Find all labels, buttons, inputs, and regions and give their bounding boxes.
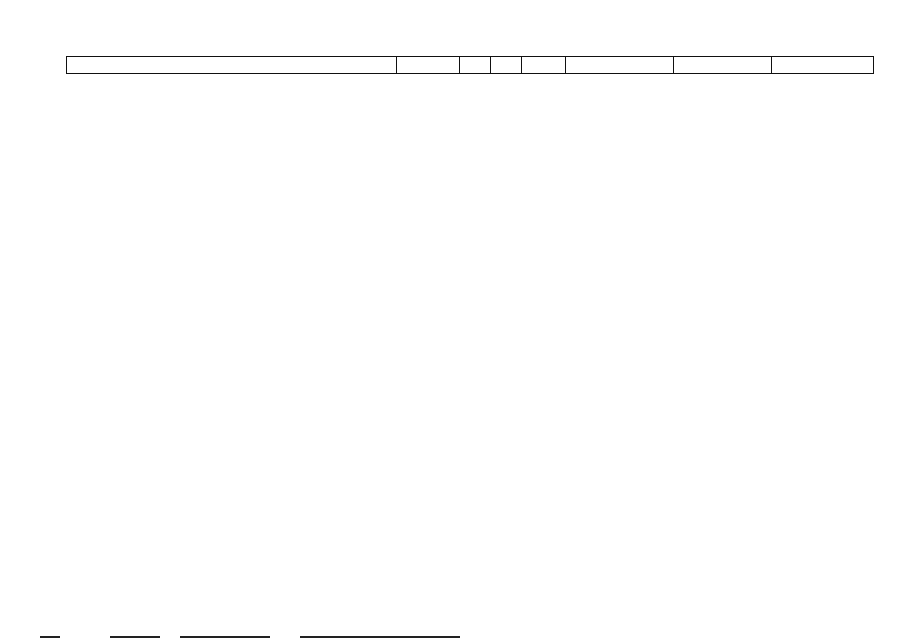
bottom-edge-mark: [300, 636, 460, 638]
header-2016: [674, 57, 772, 73]
bottom-edge-mark: [180, 636, 270, 638]
header-pr: [491, 57, 522, 73]
header-2017: [772, 57, 873, 73]
header-name: [67, 57, 397, 73]
header-2015: [566, 57, 674, 73]
table-header: [66, 56, 874, 74]
bottom-edge-mark: [110, 636, 160, 638]
header-rz: [460, 57, 491, 73]
bottom-edge-mark: [40, 636, 60, 638]
header-csr: [397, 57, 460, 73]
header-vr: [522, 57, 566, 73]
